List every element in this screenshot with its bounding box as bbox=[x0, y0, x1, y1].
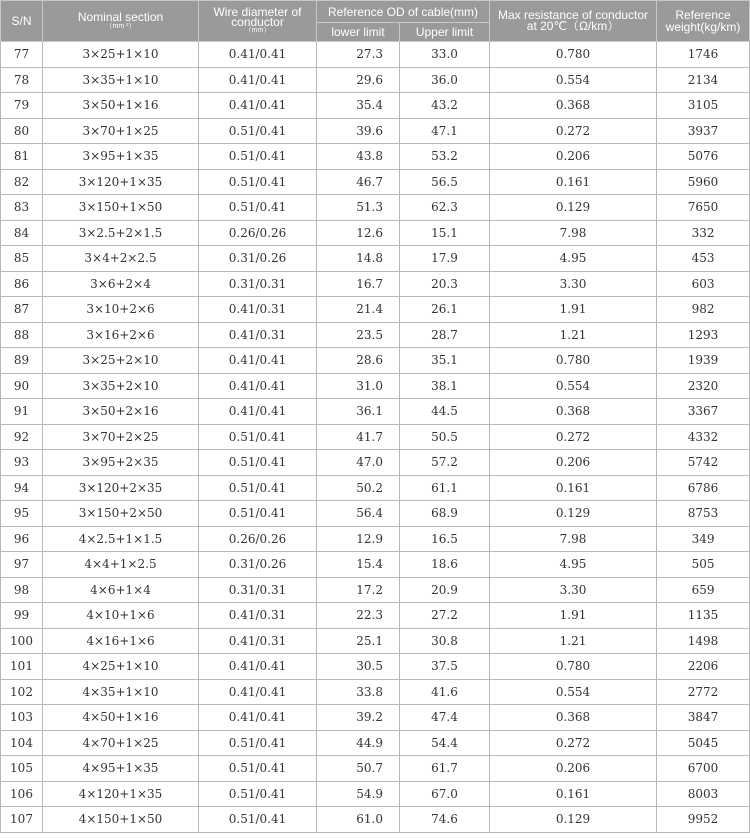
cell-lower-limit: 15.4 bbox=[317, 552, 400, 578]
cell-wire-diameter: 0.41/0.31 bbox=[199, 322, 317, 348]
cell-wire-diameter: 0.41/0.31 bbox=[199, 297, 317, 323]
cell-nominal-section: 3×6+2×4 bbox=[43, 271, 199, 297]
cell-sn: 101 bbox=[1, 654, 43, 680]
cell-max-resistance: 0.368 bbox=[490, 705, 657, 731]
cell-upper-limit: 50.5 bbox=[400, 424, 490, 450]
cell-wire-diameter: 0.51/0.41 bbox=[199, 118, 317, 144]
table-body bbox=[1, 42, 750, 833]
cell-nominal-section: 4×6+1×4 bbox=[43, 577, 199, 603]
cell-wire-diameter: 0.41/0.41 bbox=[199, 654, 317, 680]
table-row bbox=[1, 603, 750, 629]
cell-lower-limit: 39.2 bbox=[317, 705, 400, 731]
cell-lower-limit: 46.7 bbox=[317, 169, 400, 195]
cell-wire-diameter: 0.51/0.41 bbox=[199, 450, 317, 476]
cell-sn: 92 bbox=[1, 424, 43, 450]
cell-sn: 107 bbox=[1, 807, 43, 833]
cell-wire-diameter: 0.31/0.31 bbox=[199, 271, 317, 297]
cell-sn: 89 bbox=[1, 348, 43, 374]
table-header bbox=[1, 1, 750, 42]
cell-reference-weight: 1498 bbox=[657, 628, 750, 654]
cell-max-resistance: 0.129 bbox=[490, 195, 657, 221]
cell-sn: 84 bbox=[1, 220, 43, 246]
cell-max-resistance: 0.368 bbox=[490, 399, 657, 425]
cell-upper-limit: 41.6 bbox=[400, 679, 490, 705]
cell-max-resistance: 0.554 bbox=[490, 373, 657, 399]
table-row bbox=[1, 67, 750, 93]
table-row bbox=[1, 399, 750, 425]
cell-lower-limit: 43.8 bbox=[317, 144, 400, 170]
cell-reference-weight: 1746 bbox=[657, 42, 750, 68]
table-row bbox=[1, 373, 750, 399]
cell-wire-diameter: 0.41/0.41 bbox=[199, 93, 317, 119]
cell-max-resistance: 0.554 bbox=[490, 679, 657, 705]
table-row bbox=[1, 424, 750, 450]
cell-wire-diameter: 0.41/0.41 bbox=[199, 348, 317, 374]
cell-max-resistance: 0.780 bbox=[490, 654, 657, 680]
cell-max-resistance: 4.95 bbox=[490, 552, 657, 578]
cell-upper-limit: 61.1 bbox=[400, 475, 490, 501]
cell-nominal-section: 3×120+1×35 bbox=[43, 169, 199, 195]
cell-wire-diameter: 0.26/0.26 bbox=[199, 526, 317, 552]
cell-reference-weight: 659 bbox=[657, 577, 750, 603]
table-row bbox=[1, 475, 750, 501]
cell-lower-limit: 28.6 bbox=[317, 348, 400, 374]
cell-upper-limit: 20.9 bbox=[400, 577, 490, 603]
cell-nominal-section: 3×70+1×25 bbox=[43, 118, 199, 144]
cell-upper-limit: 26.1 bbox=[400, 297, 490, 323]
cell-max-resistance: 0.206 bbox=[490, 756, 657, 782]
cell-upper-limit: 28.7 bbox=[400, 322, 490, 348]
table-row bbox=[1, 246, 750, 272]
cell-upper-limit: 38.1 bbox=[400, 373, 490, 399]
cell-upper-limit: 68.9 bbox=[400, 501, 490, 527]
header-wire-diameter bbox=[199, 1, 317, 42]
cell-reference-weight: 9952 bbox=[657, 807, 750, 833]
cell-reference-weight: 7650 bbox=[657, 195, 750, 221]
cell-lower-limit: 30.5 bbox=[317, 654, 400, 680]
table-row bbox=[1, 450, 750, 476]
cell-sn: 78 bbox=[1, 67, 43, 93]
cell-nominal-section: 3×95+1×35 bbox=[43, 144, 199, 170]
cell-reference-weight: 6700 bbox=[657, 756, 750, 782]
table-row bbox=[1, 781, 750, 807]
cell-wire-diameter: 0.41/0.31 bbox=[199, 603, 317, 629]
table-row bbox=[1, 42, 750, 68]
cell-lower-limit: 29.6 bbox=[317, 67, 400, 93]
cell-reference-weight: 2320 bbox=[657, 373, 750, 399]
cell-sn: 91 bbox=[1, 399, 43, 425]
cell-nominal-section: 3×35+1×10 bbox=[43, 67, 199, 93]
cell-sn: 79 bbox=[1, 93, 43, 119]
cell-sn: 104 bbox=[1, 730, 43, 756]
cell-reference-weight: 3847 bbox=[657, 705, 750, 731]
cell-reference-weight: 1293 bbox=[657, 322, 750, 348]
cell-nominal-section: 3×25+1×10 bbox=[43, 42, 199, 68]
cell-upper-limit: 44.5 bbox=[400, 399, 490, 425]
header-lower-limit: lower limit bbox=[317, 23, 400, 42]
cell-reference-weight: 2206 bbox=[657, 654, 750, 680]
cell-wire-diameter: 0.31/0.26 bbox=[199, 246, 317, 272]
cell-reference-weight: 5045 bbox=[657, 730, 750, 756]
cell-nominal-section: 3×2.5+2×1.5 bbox=[43, 220, 199, 246]
cell-nominal-section: 4×25+1×10 bbox=[43, 654, 199, 680]
cell-sn: 94 bbox=[1, 475, 43, 501]
cell-upper-limit: 15.1 bbox=[400, 220, 490, 246]
cell-upper-limit: 47.4 bbox=[400, 705, 490, 731]
cell-sn: 99 bbox=[1, 603, 43, 629]
cell-nominal-section: 4×35+1×10 bbox=[43, 679, 199, 705]
cell-max-resistance: 0.554 bbox=[490, 67, 657, 93]
cell-lower-limit: 44.9 bbox=[317, 730, 400, 756]
cell-reference-weight: 6786 bbox=[657, 475, 750, 501]
table-row bbox=[1, 348, 750, 374]
cell-lower-limit: 56.4 bbox=[317, 501, 400, 527]
cell-wire-diameter: 0.51/0.41 bbox=[199, 475, 317, 501]
table-row bbox=[1, 577, 750, 603]
header-nominal-section bbox=[43, 1, 199, 42]
cell-wire-diameter: 0.41/0.41 bbox=[199, 679, 317, 705]
table-row bbox=[1, 552, 750, 578]
cell-max-resistance: 0.272 bbox=[490, 730, 657, 756]
cell-upper-limit: 33.0 bbox=[400, 42, 490, 68]
cell-sn: 83 bbox=[1, 195, 43, 221]
cell-reference-weight: 453 bbox=[657, 246, 750, 272]
cell-nominal-section: 3×150+1×50 bbox=[43, 195, 199, 221]
cell-max-resistance: 0.272 bbox=[490, 118, 657, 144]
cell-nominal-section: 4×70+1×25 bbox=[43, 730, 199, 756]
cell-reference-weight: 349 bbox=[657, 526, 750, 552]
table-row bbox=[1, 220, 750, 246]
cell-lower-limit: 41.7 bbox=[317, 424, 400, 450]
cell-reference-weight: 5076 bbox=[657, 144, 750, 170]
cell-nominal-section: 3×95+2×35 bbox=[43, 450, 199, 476]
table-row bbox=[1, 322, 750, 348]
header-nominal-section-label: Nominal section bbox=[77, 10, 164, 24]
cell-sn: 106 bbox=[1, 781, 43, 807]
cell-max-resistance: 0.129 bbox=[490, 807, 657, 833]
cell-nominal-section: 3×10+2×6 bbox=[43, 297, 199, 323]
cell-max-resistance: 3.30 bbox=[490, 271, 657, 297]
table-row bbox=[1, 628, 750, 654]
cell-lower-limit: 31.0 bbox=[317, 373, 400, 399]
table-row bbox=[1, 297, 750, 323]
header-wire-diameter-label: Wire diameter of conductor bbox=[213, 5, 302, 29]
table-row bbox=[1, 756, 750, 782]
cell-upper-limit: 74.6 bbox=[400, 807, 490, 833]
cell-lower-limit: 61.0 bbox=[317, 807, 400, 833]
cell-upper-limit: 35.1 bbox=[400, 348, 490, 374]
cell-reference-weight: 5742 bbox=[657, 450, 750, 476]
cell-sn: 87 bbox=[1, 297, 43, 323]
cell-nominal-section: 4×150+1×50 bbox=[43, 807, 199, 833]
cell-lower-limit: 12.9 bbox=[317, 526, 400, 552]
cell-reference-weight: 505 bbox=[657, 552, 750, 578]
cell-upper-limit: 53.2 bbox=[400, 144, 490, 170]
cell-sn: 81 bbox=[1, 144, 43, 170]
cell-reference-weight: 1939 bbox=[657, 348, 750, 374]
table-row bbox=[1, 705, 750, 731]
cell-max-resistance: 1.21 bbox=[490, 322, 657, 348]
cell-max-resistance: 1.91 bbox=[490, 603, 657, 629]
cell-reference-weight: 3367 bbox=[657, 399, 750, 425]
cell-wire-diameter: 0.51/0.41 bbox=[199, 169, 317, 195]
cell-sn: 98 bbox=[1, 577, 43, 603]
cell-sn: 88 bbox=[1, 322, 43, 348]
cell-upper-limit: 43.2 bbox=[400, 93, 490, 119]
cell-max-resistance: 0.368 bbox=[490, 93, 657, 119]
cell-max-resistance: 1.91 bbox=[490, 297, 657, 323]
cell-sn: 96 bbox=[1, 526, 43, 552]
cell-lower-limit: 21.4 bbox=[317, 297, 400, 323]
cell-wire-diameter: 0.41/0.41 bbox=[199, 42, 317, 68]
header-reference-od: Reference OD of cable(mm) bbox=[317, 1, 490, 23]
table-row bbox=[1, 730, 750, 756]
cell-reference-weight: 982 bbox=[657, 297, 750, 323]
cell-max-resistance: 0.780 bbox=[490, 348, 657, 374]
cell-max-resistance: 0.206 bbox=[490, 144, 657, 170]
cell-sn: 80 bbox=[1, 118, 43, 144]
table-row bbox=[1, 679, 750, 705]
cell-wire-diameter: 0.51/0.41 bbox=[199, 195, 317, 221]
cell-sn: 90 bbox=[1, 373, 43, 399]
cell-lower-limit: 36.1 bbox=[317, 399, 400, 425]
cell-max-resistance: 4.95 bbox=[490, 246, 657, 272]
table-row bbox=[1, 144, 750, 170]
cell-max-resistance: 0.272 bbox=[490, 424, 657, 450]
cell-lower-limit: 14.8 bbox=[317, 246, 400, 272]
cell-wire-diameter: 0.51/0.41 bbox=[199, 781, 317, 807]
cell-lower-limit: 35.4 bbox=[317, 93, 400, 119]
cell-lower-limit: 54.9 bbox=[317, 781, 400, 807]
cell-upper-limit: 54.4 bbox=[400, 730, 490, 756]
cell-nominal-section: 4×2.5+1×1.5 bbox=[43, 526, 199, 552]
cell-upper-limit: 17.9 bbox=[400, 246, 490, 272]
cell-reference-weight: 332 bbox=[657, 220, 750, 246]
cell-reference-weight: 4332 bbox=[657, 424, 750, 450]
cell-lower-limit: 47.0 bbox=[317, 450, 400, 476]
table-row bbox=[1, 654, 750, 680]
cell-reference-weight: 2772 bbox=[657, 679, 750, 705]
cell-wire-diameter: 0.51/0.41 bbox=[199, 756, 317, 782]
cell-wire-diameter: 0.51/0.41 bbox=[199, 807, 317, 833]
cell-sn: 100 bbox=[1, 628, 43, 654]
cell-nominal-section: 4×120+1×35 bbox=[43, 781, 199, 807]
cell-wire-diameter: 0.51/0.41 bbox=[199, 730, 317, 756]
cell-wire-diameter: 0.41/0.41 bbox=[199, 67, 317, 93]
cell-nominal-section: 3×16+2×6 bbox=[43, 322, 199, 348]
cell-max-resistance: 0.780 bbox=[490, 42, 657, 68]
cell-lower-limit: 27.3 bbox=[317, 42, 400, 68]
cell-sn: 86 bbox=[1, 271, 43, 297]
header-reference-weight: Reference weight(kg/km) bbox=[657, 1, 750, 42]
header-sn: S/N bbox=[1, 1, 43, 42]
cell-sn: 103 bbox=[1, 705, 43, 731]
cell-reference-weight: 8003 bbox=[657, 781, 750, 807]
cell-upper-limit: 30.8 bbox=[400, 628, 490, 654]
cell-upper-limit: 61.7 bbox=[400, 756, 490, 782]
cell-nominal-section: 4×95+1×35 bbox=[43, 756, 199, 782]
cell-wire-diameter: 0.41/0.41 bbox=[199, 399, 317, 425]
cell-nominal-section: 3×50+2×16 bbox=[43, 399, 199, 425]
cell-wire-diameter: 0.31/0.26 bbox=[199, 552, 317, 578]
table-row bbox=[1, 271, 750, 297]
cell-wire-diameter: 0.51/0.41 bbox=[199, 424, 317, 450]
table-row bbox=[1, 169, 750, 195]
cell-nominal-section: 4×50+1×16 bbox=[43, 705, 199, 731]
cell-lower-limit: 39.6 bbox=[317, 118, 400, 144]
cell-max-resistance: 0.161 bbox=[490, 169, 657, 195]
table-row bbox=[1, 526, 750, 552]
cell-max-resistance: 7.98 bbox=[490, 220, 657, 246]
cell-max-resistance: 0.161 bbox=[490, 781, 657, 807]
cell-sn: 93 bbox=[1, 450, 43, 476]
cell-upper-limit: 18.6 bbox=[400, 552, 490, 578]
cell-wire-diameter: 0.26/0.26 bbox=[199, 220, 317, 246]
cell-upper-limit: 67.0 bbox=[400, 781, 490, 807]
cell-upper-limit: 20.3 bbox=[400, 271, 490, 297]
cell-max-resistance: 3.30 bbox=[490, 577, 657, 603]
cell-lower-limit: 50.7 bbox=[317, 756, 400, 782]
cell-reference-weight: 2134 bbox=[657, 67, 750, 93]
cell-lower-limit: 22.3 bbox=[317, 603, 400, 629]
cell-wire-diameter: 0.41/0.41 bbox=[199, 705, 317, 731]
cell-nominal-section: 3×150+2×50 bbox=[43, 501, 199, 527]
cell-reference-weight: 603 bbox=[657, 271, 750, 297]
cell-upper-limit: 37.5 bbox=[400, 654, 490, 680]
cell-reference-weight: 5960 bbox=[657, 169, 750, 195]
cell-sn: 102 bbox=[1, 679, 43, 705]
cell-max-resistance: 1.21 bbox=[490, 628, 657, 654]
cell-upper-limit: 16.5 bbox=[400, 526, 490, 552]
cell-upper-limit: 57.2 bbox=[400, 450, 490, 476]
cell-sn: 77 bbox=[1, 42, 43, 68]
cell-lower-limit: 23.5 bbox=[317, 322, 400, 348]
cell-lower-limit: 16.7 bbox=[317, 271, 400, 297]
cell-sn: 95 bbox=[1, 501, 43, 527]
cell-wire-diameter: 0.31/0.31 bbox=[199, 577, 317, 603]
cell-wire-diameter: 0.41/0.41 bbox=[199, 373, 317, 399]
cell-lower-limit: 17.2 bbox=[317, 577, 400, 603]
cell-max-resistance: 0.206 bbox=[490, 450, 657, 476]
cell-reference-weight: 3105 bbox=[657, 93, 750, 119]
cell-sn: 85 bbox=[1, 246, 43, 272]
cell-lower-limit: 12.6 bbox=[317, 220, 400, 246]
cell-upper-limit: 47.1 bbox=[400, 118, 490, 144]
header-nominal-section-unit: （mm ²） bbox=[105, 23, 136, 30]
cell-nominal-section: 4×4+1×2.5 bbox=[43, 552, 199, 578]
cell-nominal-section: 4×16+1×6 bbox=[43, 628, 199, 654]
cell-nominal-section: 3×50+1×16 bbox=[43, 93, 199, 119]
cell-nominal-section: 3×70+2×25 bbox=[43, 424, 199, 450]
cell-max-resistance: 0.161 bbox=[490, 475, 657, 501]
cell-upper-limit: 56.5 bbox=[400, 169, 490, 195]
table-row bbox=[1, 93, 750, 119]
cell-max-resistance: 7.98 bbox=[490, 526, 657, 552]
cell-sn: 82 bbox=[1, 169, 43, 195]
cell-nominal-section: 3×35+2×10 bbox=[43, 373, 199, 399]
cell-reference-weight: 1135 bbox=[657, 603, 750, 629]
table-row bbox=[1, 501, 750, 527]
header-wire-diameter-unit: （mm） bbox=[244, 27, 271, 34]
cell-wire-diameter: 0.51/0.41 bbox=[199, 501, 317, 527]
table-row bbox=[1, 807, 750, 833]
cell-max-resistance: 0.129 bbox=[490, 501, 657, 527]
cell-wire-diameter: 0.41/0.31 bbox=[199, 628, 317, 654]
cell-sn: 105 bbox=[1, 756, 43, 782]
cell-upper-limit: 62.3 bbox=[400, 195, 490, 221]
table-row bbox=[1, 118, 750, 144]
cell-upper-limit: 27.2 bbox=[400, 603, 490, 629]
cell-lower-limit: 50.2 bbox=[317, 475, 400, 501]
cell-nominal-section: 3×120+2×35 bbox=[43, 475, 199, 501]
cell-lower-limit: 33.8 bbox=[317, 679, 400, 705]
header-upper-limit: Upper limit bbox=[400, 23, 490, 42]
cell-reference-weight: 3937 bbox=[657, 118, 750, 144]
cell-lower-limit: 25.1 bbox=[317, 628, 400, 654]
cell-wire-diameter: 0.51/0.41 bbox=[199, 144, 317, 170]
cell-upper-limit: 36.0 bbox=[400, 67, 490, 93]
cell-lower-limit: 51.3 bbox=[317, 195, 400, 221]
cell-sn: 97 bbox=[1, 552, 43, 578]
header-max-resistance: Max resistance of conductor at 20℃（Ω/km） bbox=[490, 1, 657, 42]
cell-nominal-section: 3×25+2×10 bbox=[43, 348, 199, 374]
table-row bbox=[1, 195, 750, 221]
cell-nominal-section: 3×4+2×2.5 bbox=[43, 246, 199, 272]
cell-reference-weight: 8753 bbox=[657, 501, 750, 527]
cell-nominal-section: 4×10+1×6 bbox=[43, 603, 199, 629]
